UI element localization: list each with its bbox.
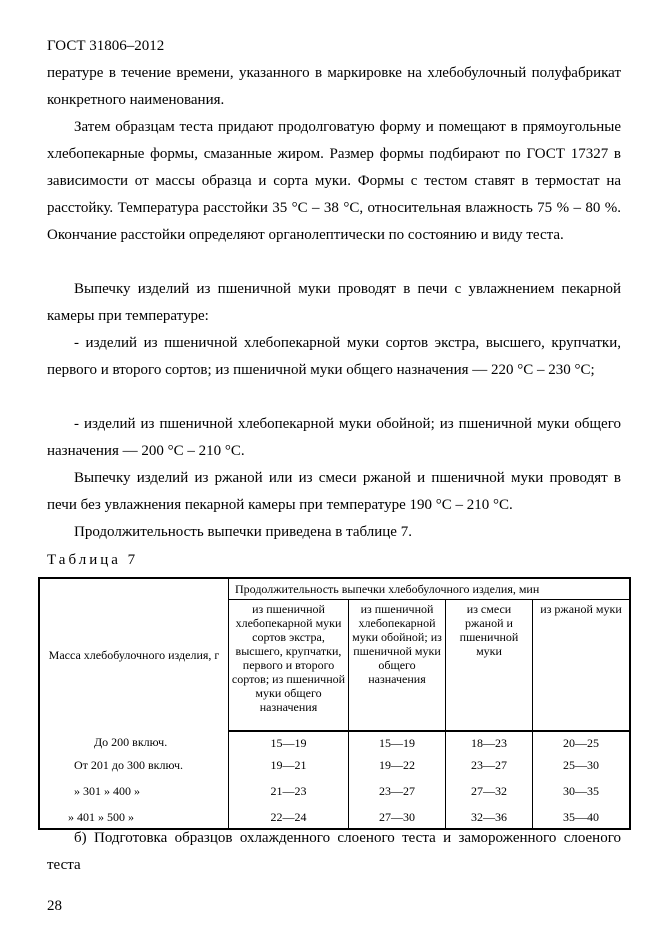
table-row — [39, 776, 630, 806]
table-cell: 27—32 — [446, 776, 533, 806]
table-subheader-3: из смеси ржаной и пшеничной муки — [446, 600, 533, 732]
paragraph-1: пературе в течение времени, указанного в маркировке на хлебобулочный полуфабрикат конкретного наименования. — [47, 65, 621, 108]
table-cell: 15—19 — [229, 731, 349, 754]
table-cell: 20—25 — [533, 731, 631, 754]
table-header-group: Продолжительность выпечки хлебобулочного изделия, мин — [229, 578, 631, 600]
table-row — [39, 754, 630, 776]
table-cell: 30—35 — [533, 776, 631, 806]
baking-time-table — [38, 577, 631, 830]
table-cell: 25—30 — [533, 754, 631, 776]
table-cell: 23—27 — [446, 754, 533, 776]
table-cell: 19—21 — [229, 754, 349, 776]
table-cell-mass: » 301 » 400 » — [74, 783, 140, 798]
page-number: 28 — [47, 898, 62, 914]
document-header: ГОСТ 31806–2012 — [47, 38, 165, 54]
paragraph-6: Выпечку изделий из ржаной или из смеси ржаной и пшеничной муки проводят в печи без увлажнения пекарной камеры при температуре 190 °С – 210 °С. — [47, 470, 621, 513]
table-cell-mass: От 201 до 300 включ. — [74, 757, 184, 772]
table-header-mass: Масса хлебобулочного изделия, г — [39, 578, 229, 731]
table-cell: 35—40 — [533, 806, 631, 829]
table-cell-mass: » 401 » 500 » — [68, 809, 134, 824]
table-cell: 32—36 — [446, 806, 533, 829]
table-cell: 19—22 — [349, 754, 446, 776]
paragraph-2: Затем образцам теста придают продолговатую форму и помещают в прямоугольные хлебопекарные формы, смазанные жиром. Размер формы подбирают по ГОСТ 17327 в зависимости от массы образца и сорта муки. Формы с тестом ставят в термостат на расстойку. Температура расстойки 35 °С – 38 °С, относительная влажность 75 % – 80 %. Окончание расстойки определяют органолептически по состоянию и виду теста. — [47, 119, 621, 243]
table-caption: Таблица 7 — [47, 552, 139, 568]
paragraph-5: - изделий из пшеничной хлебопекарной муки обойной; из пшеничной муки общего назначения — 200 °С – 210 °С. — [47, 416, 621, 459]
table-cell: 18—23 — [446, 731, 533, 754]
table-cell-mass: До 200 включ. — [94, 735, 168, 749]
table-cell: 21—23 — [229, 776, 349, 806]
table-cell: 23—27 — [349, 776, 446, 806]
paragraph-3: Выпечку изделий из пшеничной муки проводят в печи с увлажнением пекарной камеры при температуре: — [47, 281, 621, 324]
table-cell: 27—30 — [349, 806, 446, 829]
table-subheader-1: из пшеничной хлебопекарной муки сортов экстра, высшего, крупчатки, первого и второго сортов; из пшеничной муки общего назначения — [229, 600, 349, 732]
table-cell: 15—19 — [349, 731, 446, 754]
table-cell: 22—24 — [229, 806, 349, 829]
table-row — [39, 731, 630, 754]
paragraph-8: б) Подготовка образцов охлажденного слоеного теста и замороженного слоеного теста — [47, 830, 621, 873]
paragraph-7: Продолжительность выпечки приведена в таблице 7. — [74, 524, 412, 540]
paragraph-4: - изделий из пшеничной хлебопекарной муки сортов экстра, высшего, крупчатки, первого и второго сортов; из пшеничной муки общего назначения — 220 °С – 230 °С; — [47, 335, 621, 378]
table-subheader-4: из ржаной муки — [533, 600, 631, 732]
table-subheader-2: из пшеничной хлебопекарной муки обойной; из пшеничной муки общего назначения — [349, 600, 446, 732]
